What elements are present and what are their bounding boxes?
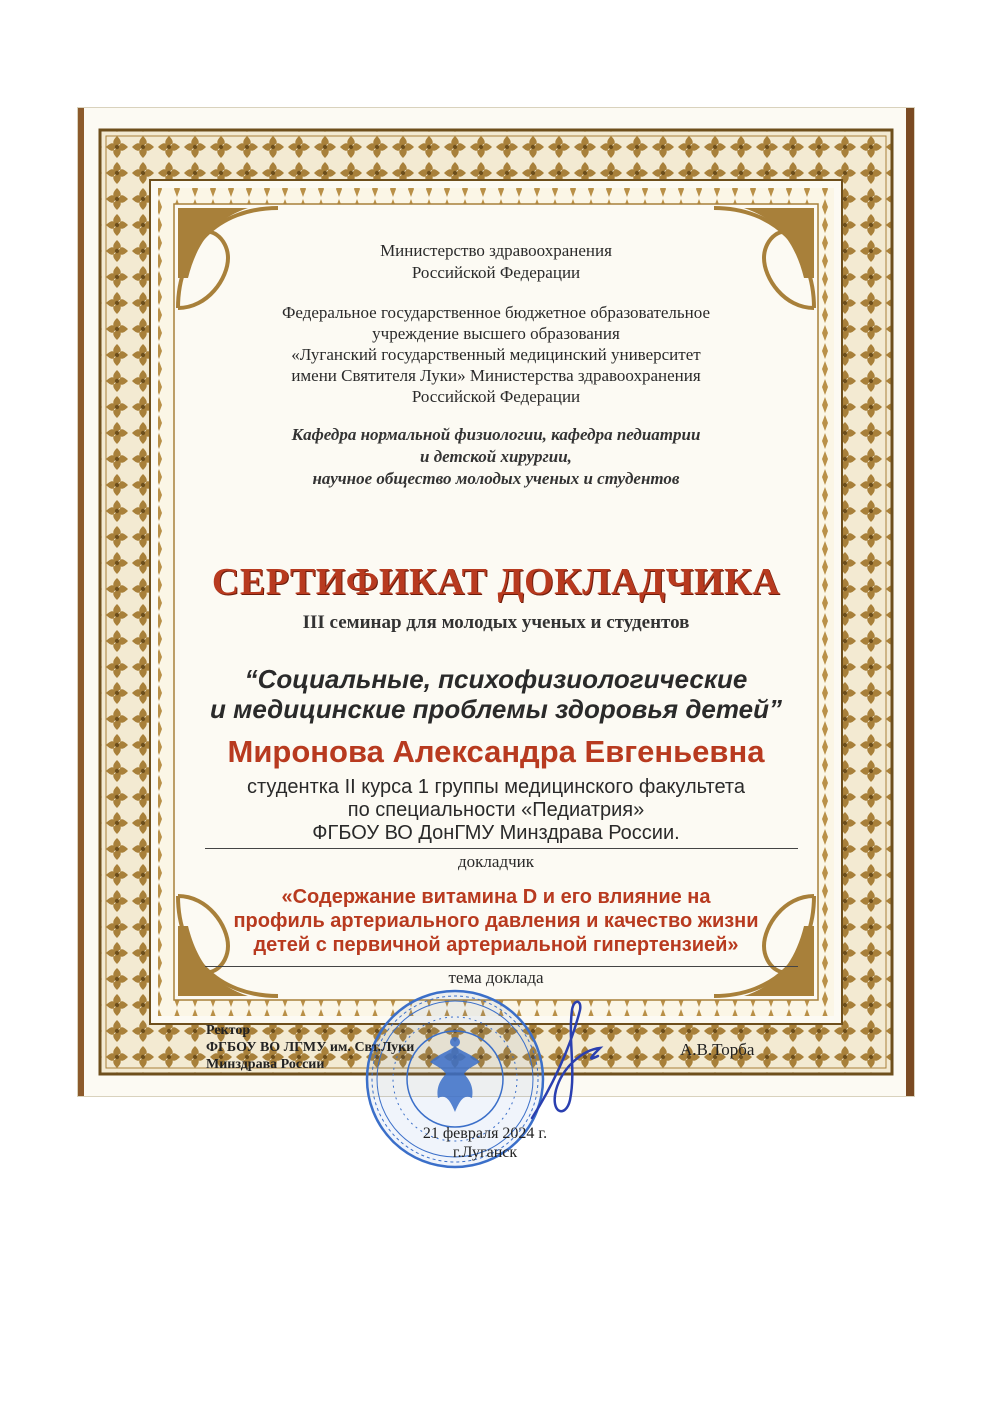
- university-line-5: Российской Федерации: [411, 387, 581, 406]
- university-line-3: «Луганский государственный медицинский университет: [291, 345, 701, 364]
- issue-city: г.Луганск: [452, 1144, 518, 1161]
- details-line-3: ФГБОУ ВО ДонГМУ Минздрава России.: [312, 822, 680, 844]
- role-label: докладчик: [458, 852, 534, 871]
- topic-line-1: “Социальные, психофизиологические: [244, 664, 748, 694]
- departments-block: [0, 424, 992, 490]
- university-block: [0, 302, 992, 407]
- issue-date-block: [390, 1124, 580, 1162]
- department-line-1: Кафедра нормальной физиологии, кафедра педиатрии: [291, 425, 701, 444]
- report-line-1: «Содержание витамина D и его влияние на: [281, 886, 711, 908]
- university-line-2: учреждение высшего образования: [372, 324, 620, 343]
- issue-date: 21 февраля 2024 г.: [422, 1125, 548, 1142]
- rector-block: [206, 1022, 414, 1073]
- rector-signature: [520, 990, 620, 1130]
- seminar-name: III семинар для молодых ученых и студентов: [302, 612, 690, 633]
- ministry-line-2: Российской Федерации: [411, 263, 581, 282]
- rector-name: А.В.Торба: [680, 1040, 755, 1059]
- ministry-heading: [0, 240, 992, 284]
- department-line-3: научное общество молодых ученых и студентов: [312, 469, 680, 488]
- seminar-topic: [0, 664, 992, 724]
- ministry-line-1: Министерство здравоохранения: [380, 241, 612, 260]
- rector-title: Ректор: [206, 1023, 251, 1038]
- rector-institution: ФГБОУ ВО ЛГМУ им. Свт.Луки: [206, 1040, 415, 1055]
- report-title: [0, 885, 992, 957]
- details-line-1: студентка II курса 1 группы медицинского факультета: [247, 776, 745, 798]
- recipient-name: Миронова Александра Евгеньевна: [227, 734, 765, 769]
- report-label: тема доклада: [448, 968, 544, 987]
- details-line-2: по специальности «Педиатрия»: [347, 799, 645, 821]
- certificate-title: СЕРТИФИКАТ ДОКЛАДЧИКА: [211, 561, 781, 603]
- department-line-2: и детской хирургии,: [420, 447, 572, 466]
- divider-line: [205, 966, 798, 967]
- rector-ministry: Минздрава России: [206, 1057, 325, 1072]
- divider-line: [205, 848, 798, 849]
- recipient-details: [0, 776, 992, 845]
- university-line-4: имени Святителя Луки» Министерства здравоохранения: [291, 366, 701, 385]
- topic-line-2: и медицинские проблемы здоровья детей”: [210, 694, 782, 724]
- report-line-3: детей с первичной артериальной гипертензией»: [253, 934, 739, 956]
- report-line-2: профиль артериального давления и качество жизни: [233, 910, 759, 932]
- university-line-1: Федеральное государственное бюджетное образовательное: [281, 303, 711, 322]
